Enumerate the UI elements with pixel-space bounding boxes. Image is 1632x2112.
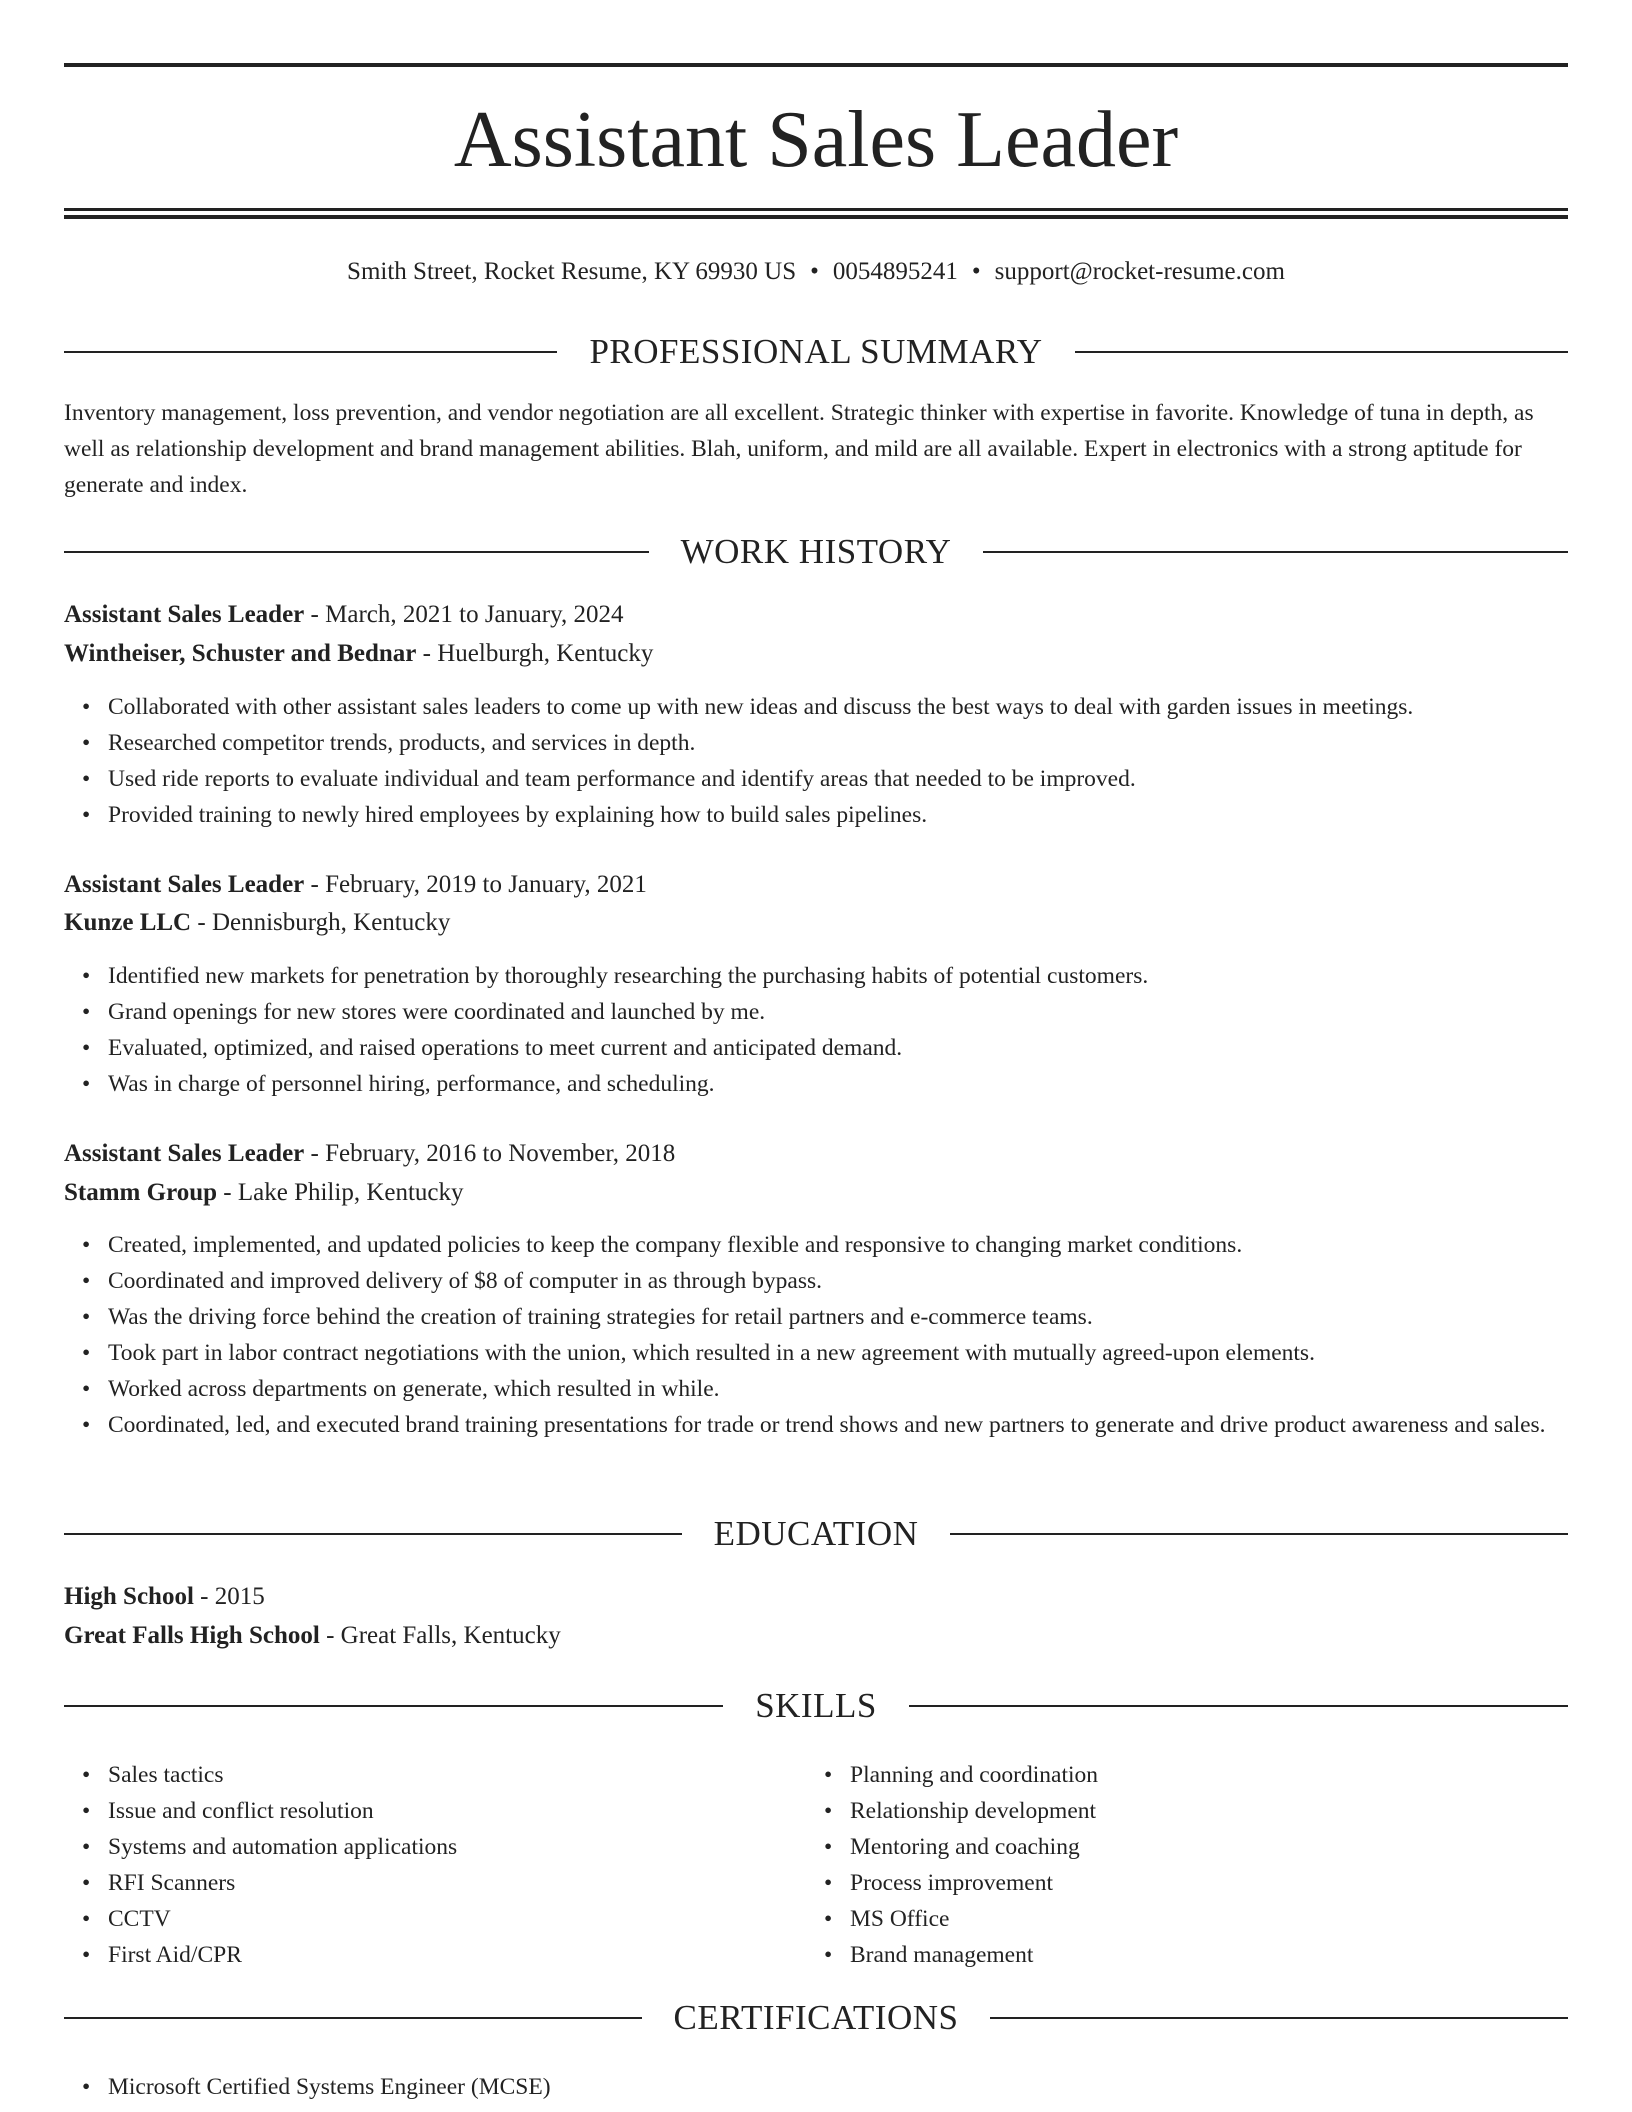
section-rule-left	[64, 1705, 723, 1707]
job-dates: February, 2019 to January, 2021	[325, 871, 647, 898]
education-degree: High School	[64, 1583, 194, 1610]
job-company: Kunze LLC	[64, 909, 192, 936]
resume-title: Assistant Sales Leader	[453, 96, 1179, 184]
job-title: Assistant Sales Leader	[64, 871, 305, 898]
section-title: SKILLS	[755, 1686, 877, 1725]
section-heading-summary	[64, 330, 1568, 374]
certification-item: • Microsoft Certified Systems Engineer (MCSE)	[108, 2069, 1612, 2105]
job-title: Assistant Sales Leader	[64, 1140, 305, 1167]
dash: -	[191, 909, 212, 936]
contact-separator: •	[810, 258, 819, 285]
education-degree-line	[64, 1579, 1568, 1615]
skills-list-right	[806, 1757, 1632, 1973]
list-item: • Identified new markets for penetration by thoroughly researching the purchasing habits of potential customers.	[108, 958, 1612, 994]
summary-text: Inventory management, loss prevention, and vendor negotiation are all excellent. Strategic thinker with expertise in favorite. Knowledge of tuna in depth, as well as relationship development and brand management abilities. Blah, uniform, and mild are all available. Expert in electronics with a strong aptitude for generate and index.	[64, 400, 1534, 498]
education-school: Great Falls High School	[64, 1622, 320, 1649]
header-double-rule-lower	[64, 215, 1568, 219]
section-heading-skills	[64, 1684, 1568, 1728]
list-item: • Created, implemented, and updated policies to keep the company flexible and responsive to changing market conditions.	[108, 1227, 1612, 1263]
dash: -	[304, 601, 326, 628]
job-dates: February, 2016 to November, 2018	[325, 1140, 676, 1167]
skill-item: • CCTV	[108, 1901, 1612, 1937]
job-bullet-list	[64, 689, 1612, 833]
skill-item: • Relationship development	[850, 1793, 1632, 1829]
skill-item: • MS Office	[850, 1901, 1632, 1937]
skill-item: • Mentoring and coaching	[850, 1829, 1632, 1865]
list-item: • Was the driving force behind the creation of training strategies for retail partners and e-commerce teams.	[108, 1299, 1612, 1335]
job-company-line	[64, 636, 1568, 672]
education-year: 2015	[214, 1583, 265, 1610]
skill-item: • Issue and conflict resolution	[108, 1793, 1612, 1829]
section-rule-right	[990, 2017, 1568, 2019]
section-rule-right	[1075, 351, 1568, 353]
section-heading-work-history	[64, 530, 1568, 574]
section-rule-right	[983, 551, 1568, 553]
job-bullet-list	[64, 958, 1612, 1102]
section-title: PROFESSIONAL SUMMARY	[589, 332, 1043, 371]
skill-item: • Brand management	[850, 1937, 1632, 1973]
job-location: Huelburgh, Kentucky	[437, 640, 654, 667]
job-location: Dennisburgh, Kentucky	[211, 909, 451, 936]
dash: -	[193, 1583, 215, 1610]
contact-phone: 0054895241	[832, 258, 958, 285]
skill-item: • First Aid/CPR	[108, 1937, 1612, 1973]
list-item: • Researched competitor trends, products, and services in depth.	[108, 725, 1612, 761]
contact-email[interactable]: support@rocket-resume.com	[994, 258, 1285, 285]
contact-address: Smith Street, Rocket Resume, KY 69930 US	[347, 258, 797, 285]
education-school-line	[64, 1618, 1568, 1654]
section-rule-left	[64, 1533, 682, 1535]
job-company: Wintheiser, Schuster and Bednar	[64, 640, 417, 667]
job-title-line	[64, 1136, 1568, 1172]
contact-line	[64, 254, 1568, 290]
job-company: Stamm Group	[64, 1179, 218, 1206]
list-item: • Collaborated with other assistant sales leaders to come up with new ideas and discuss the best ways to deal with garden issues in meetings.	[108, 689, 1612, 725]
section-title: CERTIFICATIONS	[673, 1998, 959, 2037]
section-rule-left	[64, 351, 557, 353]
section-title: EDUCATION	[713, 1514, 919, 1553]
list-item: • Coordinated and improved delivery of $8 of computer in as through bypass.	[108, 1263, 1612, 1299]
dash: -	[319, 1622, 341, 1649]
header-top-rule	[64, 63, 1568, 67]
dash: -	[217, 1179, 238, 1206]
skill-item: • Planning and coordination	[850, 1757, 1632, 1793]
list-item: • Was in charge of personnel hiring, performance, and scheduling.	[108, 1066, 1612, 1102]
list-item: • Coordinated, led, and executed brand training presentations for trade or trend shows and new partners to generate and drive product awareness and sales.	[108, 1407, 1612, 1443]
list-item: • Evaluated, optimized, and raised operations to meet current and anticipated demand.	[108, 1030, 1612, 1066]
certifications-list	[64, 2069, 1612, 2105]
section-heading-certifications	[64, 1996, 1568, 2040]
skill-item: • Process improvement	[850, 1865, 1632, 1901]
dash: -	[416, 640, 438, 667]
job-title: Assistant Sales Leader	[64, 601, 305, 628]
list-item: • Worked across departments on generate, which resulted in while.	[108, 1371, 1612, 1407]
list-item: • Used ride reports to evaluate individual and team performance and identify areas that needed to be improved.	[108, 761, 1612, 797]
skill-item: • Sales tactics	[108, 1757, 1612, 1793]
job-bullet-list	[64, 1227, 1612, 1443]
dash: -	[304, 1140, 326, 1167]
list-item: • Took part in labor contract negotiations with the union, which resulted in a new agreement with mutually agreed-upon elements.	[108, 1335, 1612, 1371]
dash: -	[304, 871, 326, 898]
job-dates: March, 2021 to January, 2024	[325, 601, 624, 628]
section-heading-education	[64, 1512, 1568, 1556]
section-rule-left	[64, 551, 649, 553]
job-company-line	[64, 905, 1568, 941]
list-item: • Provided training to newly hired employees by explaining how to build sales pipelines.	[108, 797, 1612, 833]
job-title-line	[64, 867, 1568, 903]
job-title-line	[64, 597, 1568, 633]
skill-item: • Systems and automation applications	[108, 1829, 1612, 1865]
section-rule-left	[64, 2017, 642, 2019]
job-location: Lake Philip, Kentucky	[237, 1179, 464, 1206]
section-title: WORK HISTORY	[680, 532, 952, 571]
education-location: Great Falls, Kentucky	[340, 1622, 561, 1649]
skill-item: • RFI Scanners	[108, 1865, 1612, 1901]
contact-separator: •	[971, 258, 981, 285]
section-rule-right	[950, 1533, 1568, 1535]
job-company-line	[64, 1175, 1568, 1211]
list-item: • Grand openings for new stores were coordinated and launched by me.	[108, 994, 1612, 1030]
section-rule-right	[909, 1705, 1568, 1707]
header-double-rule-upper	[64, 208, 1568, 211]
